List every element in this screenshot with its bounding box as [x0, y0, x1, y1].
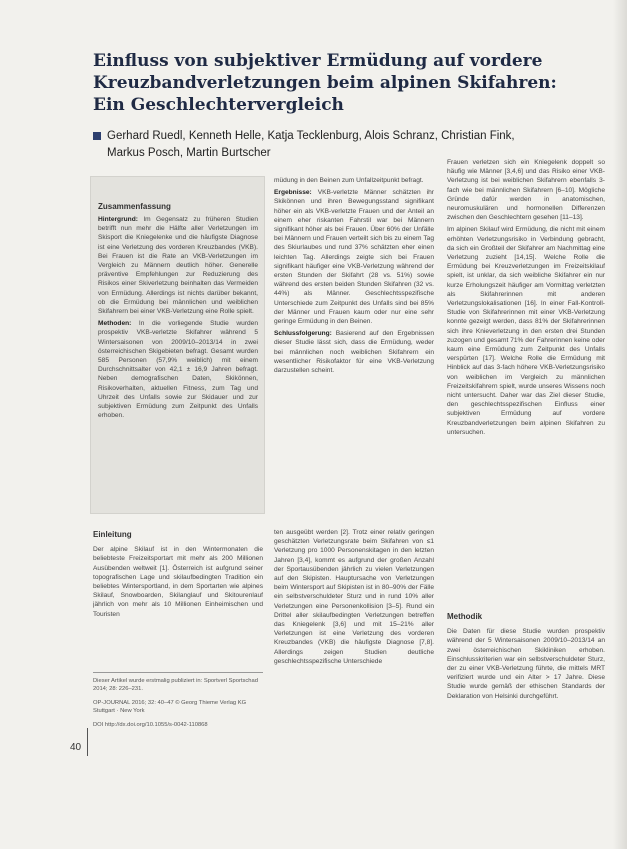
abstract-paragraph	[274, 176, 434, 185]
middle-column-text	[274, 528, 434, 768]
abstract-heading: Zusammenfassung	[98, 202, 171, 211]
authors-line-2: Markus Posch, Martin Burtscher	[107, 147, 271, 159]
body-paragraph: Im alpinen Skilauf wird Ermüdung, die nicht mit einem erhöhten Verletzungsrisiko in Verbindung gebracht, da sich ein Großteil der Skifahrer am Nachmittag eine Verletzung zuzieht [14,15]. Welche Rolle die Ermüdung bei Kreuzverletzungen im Freizeitskilauf spielt, ist unklar, da sich weibliche Skifahrer ein nur kurze Erholungszeit häufiger am Vormittag verletzten als Skifahrerinnen mit anderen Verletzungslokalisationen [16]. In einer Fall-Kontroll-Studie von Skifahrerinnen mit einer VKB-Verletzung konnte gezeigt werden, dass 81% der Skifahrerinnen sich ihre Knieverletzung in den ersten drei Stunden zuzogen und gesamt 71% der Fahrerinnen keine oder kaum eine Ermüdung zum Zeitpunkt des Unfalls verspürten [17]. Welche Rolle die Ermüdung mit Hinblick auf das 3-fach höhere VKB-Verletzungsrisiko von weiblichen im Vergleich zu männlichen Freizeitskifahrern spielt, wurde unseres Wissens noch nicht untersucht. Daher war das Ziel dieser Studie, den geschlechtsspezifischen Einfluss einer subjektiven Ermüdung auf vordere Kreuzbandverletzungen beim alpinen Skifahren zu untersuchen.	[447, 226, 605, 436]
title-line-3: Ein Geschlechtervergleich	[93, 95, 344, 115]
abstract-label: Methoden:	[98, 320, 132, 328]
footnote-journal: OP-JOURNAL 2016; 32: 40–47 © Georg Thieme Verlag KG Stuttgart · New York	[93, 700, 247, 714]
abstract-text: VKB-verletzte Männer schätzten ihr Skikönnen und ihren Bewegungsstand signifikant höher ein als VKB-verletzte Frauen und der Anteil an einem eher riskanten Fahrstil war bei Männern signifikant höher als bei Frauen. Über 60% der Unfälle bei Männern und Frauen verteilt sich bis zu einem Tag des Skiurlaubes und rund 37% schätzten eher einen leichten Tag. Allerdings zeigte sich bei Frauen signifikant häufiger eine VKB-Verletzung während der ersten Stunden der Skifahrt (28 vs. 51%) sowie während des ersten beiden Stunden Skifahren (32 vs. 44%) als Männer. Geschlechtsspezifische Unterschiede zum Zeitpunkt des Unfalls sind bei 85% der Männer und Frauen kaum oder nur eine sehr geringe Ermüdung in den Beinen.	[274, 189, 434, 326]
intro-paragraph: Der alpine Skilauf ist in den Wintermonaten die beliebteste Freizeitsportart mit mehr als 200 Millionen Ausübenden weltweit [1]. Österreich ist aufgrund seiner topografischen Lage und skilaufbedingten Tradition ein beliebtes Wintersportland, in dem Sportarten wie alpines Skilauf, Snowboarden, Skilanglauf und Skitourenlauf jährlich von mehr als 10 Millionen Einheimischen und Touristen	[93, 546, 263, 618]
footnote-publication: Dieser Artikel wurde erstmalig publiziert in: Sportverl Sportschad 2014; 28: 226–231.	[93, 678, 258, 692]
title-line-1: Einfluss von subjektiver Ermüdung auf vordere	[93, 51, 543, 71]
page-number: 40	[70, 742, 82, 753]
method-heading: Methodik	[447, 612, 483, 621]
abstract-text: In die vorliegende Studie wurden prospektiv VKB-verletzte Skifahrer während 5 Wintersaisonen von 2009/10–2013/14 in zwei österreichischen Skigebieten befragt. Gesamt wurden 585 Personen (57,9% weiblich) mit einem Durchschnittsalter von 42,1 ± 16,9 Jahren befragt. Neben demografischen Daten, Skikönnen, Risikoverhalten, aktuellen Fitness, zum Tag und Uhrzeit des Unfalls sowie zur Skidauer und zur subjektiven Ermüdung zum Zeitpunkt des Unfalls erhoben.	[98, 320, 258, 420]
author-list	[93, 128, 613, 162]
intro-heading: Einleitung	[93, 530, 132, 539]
abstract-label: Schlussfolgerung:	[274, 330, 332, 338]
page-edge-shadow	[613, 0, 627, 849]
abstract-column-1	[98, 215, 258, 507]
abstract-label: Hintergrund:	[98, 216, 138, 223]
square-bullet-icon	[93, 132, 101, 140]
abstract-paragraph	[98, 215, 258, 316]
authors-line-1: Gerhard Ruedl, Kenneth Helle, Katja Tecklenburg, Alois Schranz, Christian Fink,	[107, 130, 515, 142]
method-section	[447, 612, 605, 812]
right-column-text	[447, 158, 605, 608]
body-paragraph: ten ausgeübt werden [2]. Trotz einer relativ geringen geschätzten Verletzungsrate beim Skifahren von ≤1 Verletzung pro 1000 Personenskitagen in den letzten Jahren [3,4], kommt es aufgrund der großen Anzahl der Sportausübenden jährlich zu vielen Verletzungen auf den Skipisten. Hauptursache von Verletzungen beim Wintersport auf Skipisten ist in 80–90% der Fälle ein selbstverschuldeter Sturz und in rund 10% aller Verletzungen eine Personenkollision [3–5]. Rund ein Drittel aller skilaufbedingten Verletzungen betreffen das Kniegelenk [3,6] und mit 15–21% aller Verletzungen ist eine Verletzung des vorderen Kreuzbandes (VKB) die häufigste Diagnose [7,8]. Allerdings zeigen Studien deutliche geschlechtsspezifische Unterschiede	[274, 529, 434, 665]
abstract-text: Basierend auf den Ergebnissen dieser Studie lässt sich, dass die Ermüdung, weder bei männlichen noch weiblichen Skifahrern ein wesentlicher Risikofaktor für eine VKB-Verletzung darzustellen scheint.	[274, 330, 434, 375]
body-paragraph: Frauen verletzen sich ein Kniegelenk doppelt so häufig wie Männer [3,4,6] und das Risiko einer VKB-Verletzung ist bei weiblichen Skifahrern ebenfalls 3-fach wie bei männlichen Skifahrern [6–10]. Mögliche Gründe dafür werden in anatomischen, neuromuskulären und hormonellen Differenzen zwischen den Geschlechtern gesehen [11–13].	[447, 159, 605, 222]
title-line-2: Kreuzbandverletzungen beim alpinen Skifahren:	[93, 73, 557, 93]
method-paragraph: Die Daten für diese Studie wurden prospektiv während der 5 Wintersaisonen 2009/10–2013/14 an zwei österreichischen Skikliniken erhoben. Einschlusskriterien war ein selbstverschuldeter Sturz, der zu einer VKB-Verletzung führte, die mittels MRT verifiziert wurde und ein Alter > 17 Jahre. Diese Studie wurde gemäß der ethischen Standards der Deklaration von Helsinki durchgeführt.	[447, 628, 605, 700]
page-number-divider	[87, 728, 88, 756]
footnote-doi: DOI http://dx.doi.org/10.1055/s-0042-110868	[93, 722, 208, 728]
footnote-block	[93, 672, 263, 735]
article-title	[93, 50, 593, 116]
abstract-label: Ergebnisse:	[274, 189, 312, 197]
intro-section	[93, 530, 263, 665]
abstract-paragraph	[274, 188, 434, 326]
abstract-paragraph	[98, 319, 258, 420]
abstract-text: müdung in den Beinen zum Unfallzeitpunkt befragt.	[274, 177, 424, 184]
abstract-paragraph	[274, 329, 434, 375]
abstract-column-2	[274, 176, 434, 516]
abstract-text: Im Gegensatz zu früheren Studien betrifft nun mehr die Hälfte aller Verletzungen im Skisport die Kniegelenke und die häufigste Diagnose ist eine Verletzung des vorderen Kreuzbandes (VKB). Bei Frauen ist die Rate an VKB-Verletzungen im Vergleich zu Männern deutlich höher. Generelle präventive Empfehlungen zur Reduzierung des Risikos einer Skiverletzung beinhalten das Vermeiden von Ermüdung. Allerdings ist nichts darüber bekannt, ob die Ermüdung bei männlichen und weiblichen Skifahrern bei einer VKB-Verletzung eine Rolle spielt.	[98, 216, 258, 316]
